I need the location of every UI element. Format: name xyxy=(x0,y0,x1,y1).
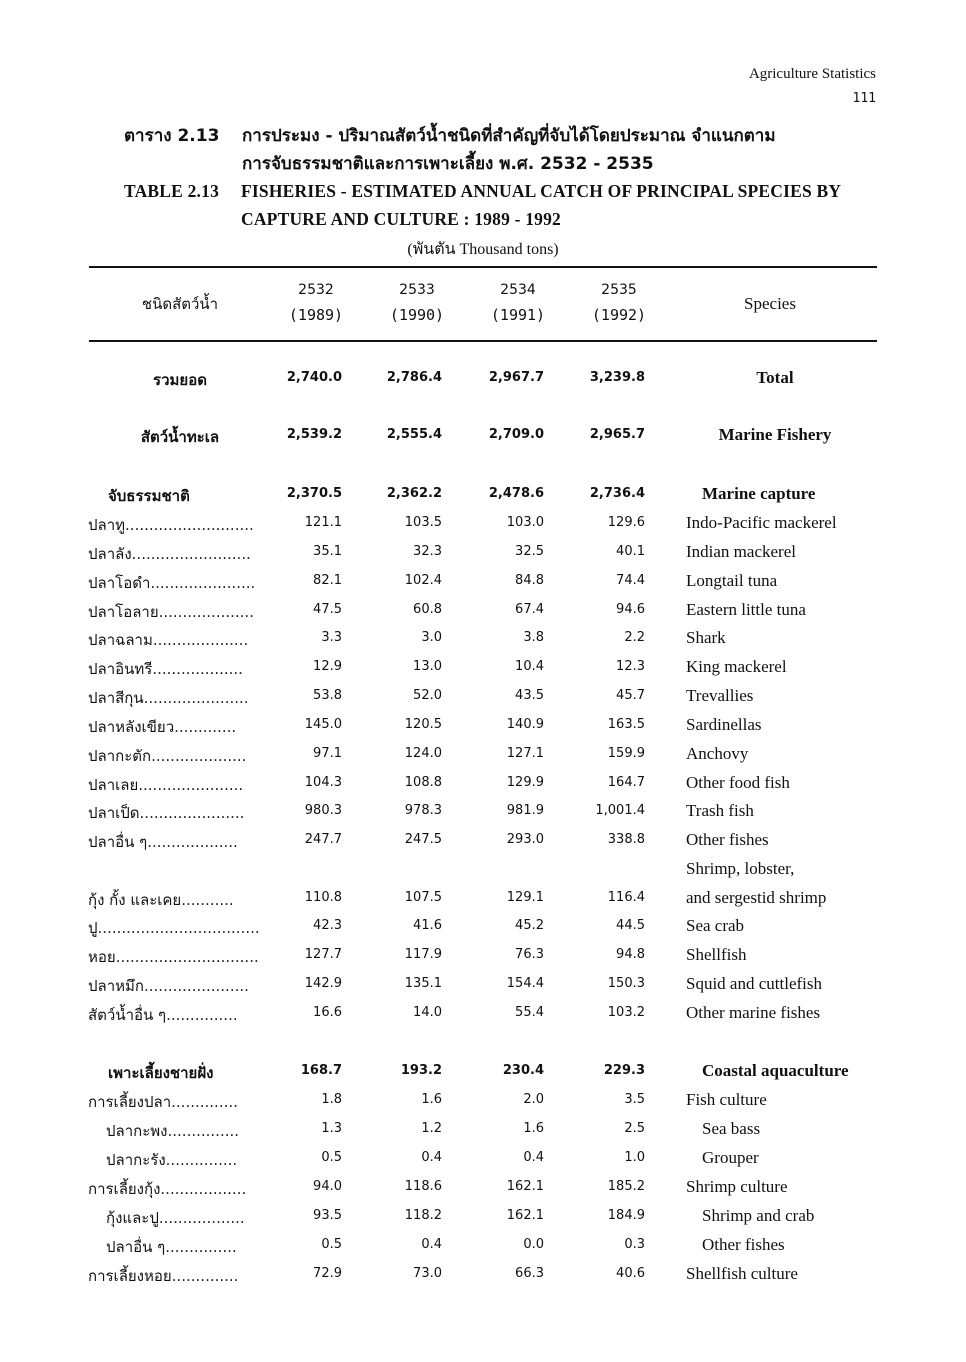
value-cell: 145.0 xyxy=(304,717,342,732)
table-row xyxy=(0,1177,966,1205)
value-cell: 103.2 xyxy=(607,1005,645,1020)
value-cell: 93.5 xyxy=(313,1208,342,1223)
leader-dots: .................... xyxy=(152,631,249,649)
table-row xyxy=(0,1119,966,1147)
english-species-name: Grouper xyxy=(702,1148,759,1167)
value-cell: 47.5 xyxy=(313,602,342,617)
value-cell: 35.1 xyxy=(313,544,342,559)
thai-species-name xyxy=(88,600,254,624)
table-row xyxy=(0,744,966,772)
value-cell: 44.5 xyxy=(616,918,645,933)
column-header-year xyxy=(579,282,659,324)
thai-species-name xyxy=(88,830,238,854)
value-cell: 1.6 xyxy=(523,1121,544,1136)
leader-dots: ......................... xyxy=(131,545,251,563)
value-cell: 42.3 xyxy=(313,918,342,933)
value-cell: 2,539.2 xyxy=(286,427,342,442)
thai-species-label: ปลาฉลาม xyxy=(88,631,153,649)
value-cell: 76.3 xyxy=(515,947,544,962)
value-cell: 1.0 xyxy=(624,1150,645,1165)
thai-species-name xyxy=(88,657,243,681)
value-cell: 247.7 xyxy=(304,832,342,847)
value-cell: 2,740.0 xyxy=(286,370,342,385)
table-label-thai: ตาราง 2.13 xyxy=(124,126,220,146)
value-cell: 978.3 xyxy=(404,803,442,818)
value-cell: 193.2 xyxy=(400,1063,442,1078)
value-cell: 73.0 xyxy=(413,1266,442,1281)
value-cell: 0.5 xyxy=(321,1237,342,1252)
column-header-species: Species xyxy=(744,294,796,313)
thai-species-label: รวมยอด xyxy=(153,371,207,389)
thai-species-name xyxy=(88,1090,238,1114)
thai-species-name xyxy=(88,686,249,710)
value-cell: 3.0 xyxy=(421,630,442,645)
year-be: 2533 xyxy=(399,282,435,298)
value-cell: 82.1 xyxy=(313,573,342,588)
thai-species-name xyxy=(88,513,254,537)
leader-dots: .................... xyxy=(151,747,247,765)
value-cell: 159.9 xyxy=(607,746,645,761)
english-species-name: Trevallies xyxy=(686,686,754,705)
leader-dots: ............... xyxy=(167,1122,240,1140)
thai-species-label: ปลาลัง xyxy=(88,545,132,563)
english-species-name: Shrimp, lobster, xyxy=(686,859,795,878)
thai-species-name xyxy=(88,888,234,912)
leader-dots: ............... xyxy=(166,1006,238,1024)
value-cell: 3.8 xyxy=(523,630,544,645)
year-ce: (1989) xyxy=(288,306,344,324)
value-cell: 12.3 xyxy=(616,659,645,674)
value-cell: 67.4 xyxy=(515,602,544,617)
table-row xyxy=(0,484,966,512)
column-header-year xyxy=(276,282,356,324)
english-species-name: Other marine fishes xyxy=(686,1003,821,1022)
english-species-name: Longtail tuna xyxy=(686,571,778,590)
leader-dots: .................. xyxy=(160,1180,247,1198)
value-cell: 2,786.4 xyxy=(386,370,442,385)
value-cell: 3,239.8 xyxy=(589,370,645,385)
value-cell: 0.3 xyxy=(624,1237,645,1252)
leader-dots: .............................. xyxy=(115,948,259,966)
value-cell: 129.9 xyxy=(506,775,544,790)
leader-dots: ...................... xyxy=(144,977,249,995)
value-cell: 293.0 xyxy=(506,832,544,847)
table-row xyxy=(0,974,966,1002)
value-cell: 107.5 xyxy=(404,890,442,905)
year-ce: (1991) xyxy=(490,306,546,324)
table-row xyxy=(0,1235,966,1263)
thai-species-label: เพาะเลี้ยงชายฝั่ง xyxy=(108,1064,214,1082)
value-cell: 10.4 xyxy=(515,659,544,674)
english-species-name: Sea crab xyxy=(686,916,745,935)
thai-species-name xyxy=(88,715,236,739)
value-cell: 2,362.2 xyxy=(386,486,442,501)
table-row xyxy=(0,1206,966,1234)
thai-species-name xyxy=(88,916,260,940)
value-cell: 0.5 xyxy=(321,1150,342,1165)
value-cell: 0.4 xyxy=(421,1237,442,1252)
value-cell: 0.0 xyxy=(523,1237,544,1252)
value-cell: 72.9 xyxy=(313,1266,342,1281)
value-cell: 229.3 xyxy=(603,1063,645,1078)
thai-species-name xyxy=(88,744,246,768)
english-species-name: Indo-Pacific mackerel xyxy=(686,513,837,532)
value-cell: 0.4 xyxy=(421,1150,442,1165)
value-cell: 13.0 xyxy=(413,659,442,674)
value-cell: 32.5 xyxy=(515,544,544,559)
table-row xyxy=(0,773,966,801)
table-label-english: TABLE 2.13 xyxy=(124,181,220,201)
thai-species-name xyxy=(88,801,244,825)
value-cell: 2,736.4 xyxy=(589,486,645,501)
thai-species-label: ปลาอื่น ๆ xyxy=(106,1238,166,1256)
thai-species-label: สัตว์น้ำอื่น ๆ xyxy=(88,1006,167,1024)
leader-dots: ...................... xyxy=(150,574,256,592)
thai-species-label: ปลาทู xyxy=(88,516,126,534)
value-cell: 97.1 xyxy=(313,746,342,761)
thai-species-label: ปลากะพง xyxy=(106,1122,168,1140)
thai-species-label: ปลากะรัง xyxy=(106,1151,166,1169)
thai-species-label: ปลาหลังเขียว xyxy=(88,718,175,736)
value-cell: 184.9 xyxy=(607,1208,645,1223)
thai-species-label: ปลาเลย xyxy=(88,776,139,794)
thai-species-label: การเลี้ยงกุ้ง xyxy=(88,1180,161,1198)
value-cell: 163.5 xyxy=(607,717,645,732)
value-cell: 1,001.4 xyxy=(595,803,645,818)
leader-dots: ...................... xyxy=(138,776,244,794)
value-cell: 168.7 xyxy=(300,1063,342,1078)
title-thai-line2: การจับธรรมชาติและการเพาะเลี้ยง พ.ศ. 2532 - 2535 xyxy=(242,154,654,174)
leader-dots: .................................. xyxy=(97,919,260,937)
table-row xyxy=(0,801,966,829)
value-cell: 154.4 xyxy=(506,976,544,991)
leader-dots: .............. xyxy=(171,1093,238,1111)
table-header-rule xyxy=(89,340,877,342)
value-cell: 121.1 xyxy=(304,515,342,530)
thai-species-label: ปลาโอดำ xyxy=(88,574,151,592)
english-species-name: Other fishes xyxy=(702,1235,785,1254)
thai-species-label: หอย xyxy=(88,948,116,966)
thai-species-name xyxy=(88,773,243,797)
leader-dots: .................... xyxy=(158,603,254,621)
value-cell: 103.0 xyxy=(506,515,544,530)
table-row xyxy=(0,600,966,628)
thai-species-label: การเลี้ยงปลา xyxy=(88,1093,172,1111)
value-cell: 45.7 xyxy=(616,688,645,703)
column-header-year xyxy=(478,282,558,324)
value-cell: 108.8 xyxy=(404,775,442,790)
value-cell: 2,967.7 xyxy=(488,370,544,385)
year-be: 2534 xyxy=(500,282,536,298)
year-be: 2535 xyxy=(601,282,637,298)
table-row xyxy=(0,859,966,887)
table-row xyxy=(0,1264,966,1292)
value-cell: 247.5 xyxy=(404,832,442,847)
table-row xyxy=(0,1061,966,1089)
thai-species-label: ปู xyxy=(88,919,98,937)
value-cell: 3.3 xyxy=(321,630,342,645)
value-cell: 52.0 xyxy=(413,688,442,703)
english-species-name: Sardinellas xyxy=(686,715,762,734)
english-species-name: Shrimp culture xyxy=(686,1177,788,1196)
value-cell: 981.9 xyxy=(506,803,544,818)
table-row xyxy=(0,830,966,858)
leader-dots: .............. xyxy=(171,1267,239,1285)
value-cell: 164.7 xyxy=(607,775,645,790)
thai-species-name xyxy=(88,1177,246,1201)
thai-species-label: ปลาเป็ด xyxy=(88,804,140,822)
page-number: 111 xyxy=(852,91,876,106)
english-species-name: and sergestid shrimp xyxy=(686,888,827,907)
leader-dots: ...................... xyxy=(139,804,245,822)
column-header-thai-species: ชนิดสัตว์น้ำ xyxy=(141,295,219,313)
table-row xyxy=(0,657,966,685)
value-cell: 0.4 xyxy=(523,1150,544,1165)
unit-label: (พันตัน Thousand tons) xyxy=(407,241,559,258)
english-species-name: Shark xyxy=(686,628,726,647)
value-cell: 55.4 xyxy=(515,1005,544,1020)
thai-species-name xyxy=(106,1235,237,1259)
value-cell: 43.5 xyxy=(515,688,544,703)
english-species-name: Squid and cuttlefish xyxy=(686,974,822,993)
table-row xyxy=(0,686,966,714)
table-row xyxy=(0,1148,966,1176)
value-cell: 129.1 xyxy=(506,890,544,905)
thai-species-name xyxy=(88,1264,238,1288)
value-cell: 14.0 xyxy=(413,1005,442,1020)
value-cell: 32.3 xyxy=(413,544,442,559)
value-cell: 127.7 xyxy=(304,947,342,962)
value-cell: 129.6 xyxy=(607,515,645,530)
leader-dots: ............... xyxy=(165,1238,237,1256)
english-species-name: Shellfish xyxy=(686,945,747,964)
value-cell: 103.5 xyxy=(404,515,442,530)
value-cell: 2.0 xyxy=(523,1092,544,1107)
value-cell: 338.8 xyxy=(607,832,645,847)
table-row xyxy=(0,715,966,743)
table-row xyxy=(0,888,966,916)
value-cell: 980.3 xyxy=(304,803,342,818)
thai-species-label: จับธรรมชาติ xyxy=(108,487,190,505)
thai-species-name xyxy=(106,1119,239,1143)
leader-dots: ...................... xyxy=(143,689,249,707)
value-cell: 2,965.7 xyxy=(589,427,645,442)
table-row xyxy=(0,368,966,396)
thai-species-name xyxy=(88,974,249,998)
year-be: 2532 xyxy=(298,282,334,298)
english-species-name: Total xyxy=(756,368,794,387)
thai-species-name xyxy=(110,425,250,449)
thai-species-name xyxy=(88,628,248,652)
english-species-name: Coastal aquaculture xyxy=(702,1061,849,1080)
value-cell: 110.8 xyxy=(304,890,342,905)
running-header: Agriculture Statistics xyxy=(748,66,876,82)
leader-dots: ........... xyxy=(181,891,234,909)
thai-species-name xyxy=(88,1003,238,1027)
value-cell: 94.0 xyxy=(313,1179,342,1194)
thai-species-label: ปลาอินทรี xyxy=(88,660,153,678)
table-row xyxy=(0,425,966,453)
english-species-name: Shellfish culture xyxy=(686,1264,798,1283)
thai-species-name xyxy=(106,1206,245,1230)
value-cell: 16.6 xyxy=(313,1005,342,1020)
value-cell: 2,370.5 xyxy=(286,486,342,501)
value-cell: 118.6 xyxy=(404,1179,442,1194)
thai-species-label: กุ้งและปู xyxy=(106,1209,159,1227)
english-species-name: Anchovy xyxy=(686,744,749,763)
value-cell: 41.6 xyxy=(413,918,442,933)
english-species-name: Other fishes xyxy=(686,830,769,849)
table-top-rule xyxy=(89,266,877,268)
value-cell: 45.2 xyxy=(515,918,544,933)
value-cell: 135.1 xyxy=(404,976,442,991)
thai-species-name xyxy=(106,1148,237,1172)
value-cell: 84.8 xyxy=(515,573,544,588)
leader-dots: ........................... xyxy=(125,516,254,534)
value-cell: 74.4 xyxy=(616,573,645,588)
value-cell: 66.3 xyxy=(515,1266,544,1281)
thai-species-label: ปลาโอลาย xyxy=(88,603,159,621)
thai-species-name xyxy=(88,571,255,595)
leader-dots: ............. xyxy=(174,718,237,736)
thai-species-name xyxy=(110,368,250,392)
thai-species-label: ปลากะตัก xyxy=(88,747,152,765)
table-row xyxy=(0,1003,966,1031)
thai-species-label: ปลาอื่น ๆ xyxy=(88,833,148,851)
title-english-line1: FISHERIES - ESTIMATED ANNUAL CATCH OF PRINCIPAL SPECIES BY xyxy=(241,181,842,201)
title-thai-line1: การประมง - ปริมาณสัตว์น้ำชนิดที่สำคัญที่จับได้โดยประมาณ จำแนกตาม xyxy=(242,126,776,146)
english-species-name: Sea bass xyxy=(702,1119,761,1138)
value-cell: 116.4 xyxy=(607,890,645,905)
value-cell: 12.9 xyxy=(313,659,342,674)
english-species-name: Indian mackerel xyxy=(686,542,796,561)
leader-dots: ................... xyxy=(152,660,243,678)
year-ce: (1990) xyxy=(389,306,445,324)
value-cell: 118.2 xyxy=(404,1208,442,1223)
value-cell: 53.8 xyxy=(313,688,342,703)
value-cell: 1.2 xyxy=(421,1121,442,1136)
english-species-name: Eastern little tuna xyxy=(686,600,806,619)
value-cell: 60.8 xyxy=(413,602,442,617)
value-cell: 120.5 xyxy=(404,717,442,732)
value-cell: 40.1 xyxy=(616,544,645,559)
value-cell: 2,709.0 xyxy=(488,427,544,442)
title-english-line2: CAPTURE AND CULTURE : 1989 - 1992 xyxy=(241,209,562,229)
value-cell: 162.1 xyxy=(506,1208,544,1223)
value-cell: 2,555.4 xyxy=(386,427,442,442)
year-ce: (1992) xyxy=(591,306,647,324)
thai-species-label: ปลาหมึก xyxy=(88,977,144,995)
english-species-name: Marine Fishery xyxy=(718,425,832,444)
table-row xyxy=(0,916,966,944)
value-cell: 150.3 xyxy=(607,976,645,991)
value-cell: 2,478.6 xyxy=(488,486,544,501)
thai-species-name xyxy=(88,945,259,969)
value-cell: 140.9 xyxy=(506,717,544,732)
english-species-name: Other food fish xyxy=(686,773,790,792)
table-row xyxy=(0,513,966,541)
value-cell: 94.6 xyxy=(616,602,645,617)
table-row xyxy=(0,1090,966,1118)
table-row xyxy=(0,571,966,599)
value-cell: 127.1 xyxy=(506,746,544,761)
column-header-year xyxy=(377,282,457,324)
value-cell: 104.3 xyxy=(304,775,342,790)
value-cell: 1.3 xyxy=(321,1121,342,1136)
leader-dots: .................. xyxy=(158,1209,245,1227)
leader-dots: ................... xyxy=(147,833,238,851)
english-species-name: King mackerel xyxy=(686,657,787,676)
thai-species-label: การเลี้ยงหอย xyxy=(88,1267,172,1285)
thai-species-label: กุ้ง กั้ง และเคย xyxy=(88,891,182,909)
english-species-name: Trash fish xyxy=(686,801,754,820)
value-cell: 102.4 xyxy=(404,573,442,588)
thai-species-name xyxy=(108,484,190,508)
english-species-name: Shrimp and crab xyxy=(702,1206,815,1225)
thai-species-name xyxy=(108,1061,213,1085)
leader-dots: ............... xyxy=(165,1151,238,1169)
value-cell: 1.6 xyxy=(421,1092,442,1107)
value-cell: 40.6 xyxy=(616,1266,645,1281)
value-cell: 94.8 xyxy=(616,947,645,962)
table-row xyxy=(0,542,966,570)
value-cell: 117.9 xyxy=(404,947,442,962)
value-cell: 2.5 xyxy=(624,1121,645,1136)
value-cell: 1.8 xyxy=(321,1092,342,1107)
english-species-name: Marine capture xyxy=(702,484,816,503)
value-cell: 230.4 xyxy=(502,1063,544,1078)
value-cell: 162.1 xyxy=(506,1179,544,1194)
thai-species-name xyxy=(88,542,251,566)
table-row xyxy=(0,628,966,656)
value-cell: 142.9 xyxy=(304,976,342,991)
value-cell: 185.2 xyxy=(607,1179,645,1194)
value-cell: 124.0 xyxy=(404,746,442,761)
table-row xyxy=(0,945,966,973)
english-species-name: Fish culture xyxy=(686,1090,767,1109)
value-cell: 3.5 xyxy=(624,1092,645,1107)
thai-species-label: สัตว์น้ำทะเล xyxy=(140,428,220,446)
value-cell: 2.2 xyxy=(624,630,645,645)
thai-species-label: ปลาสีกุน xyxy=(88,689,144,707)
